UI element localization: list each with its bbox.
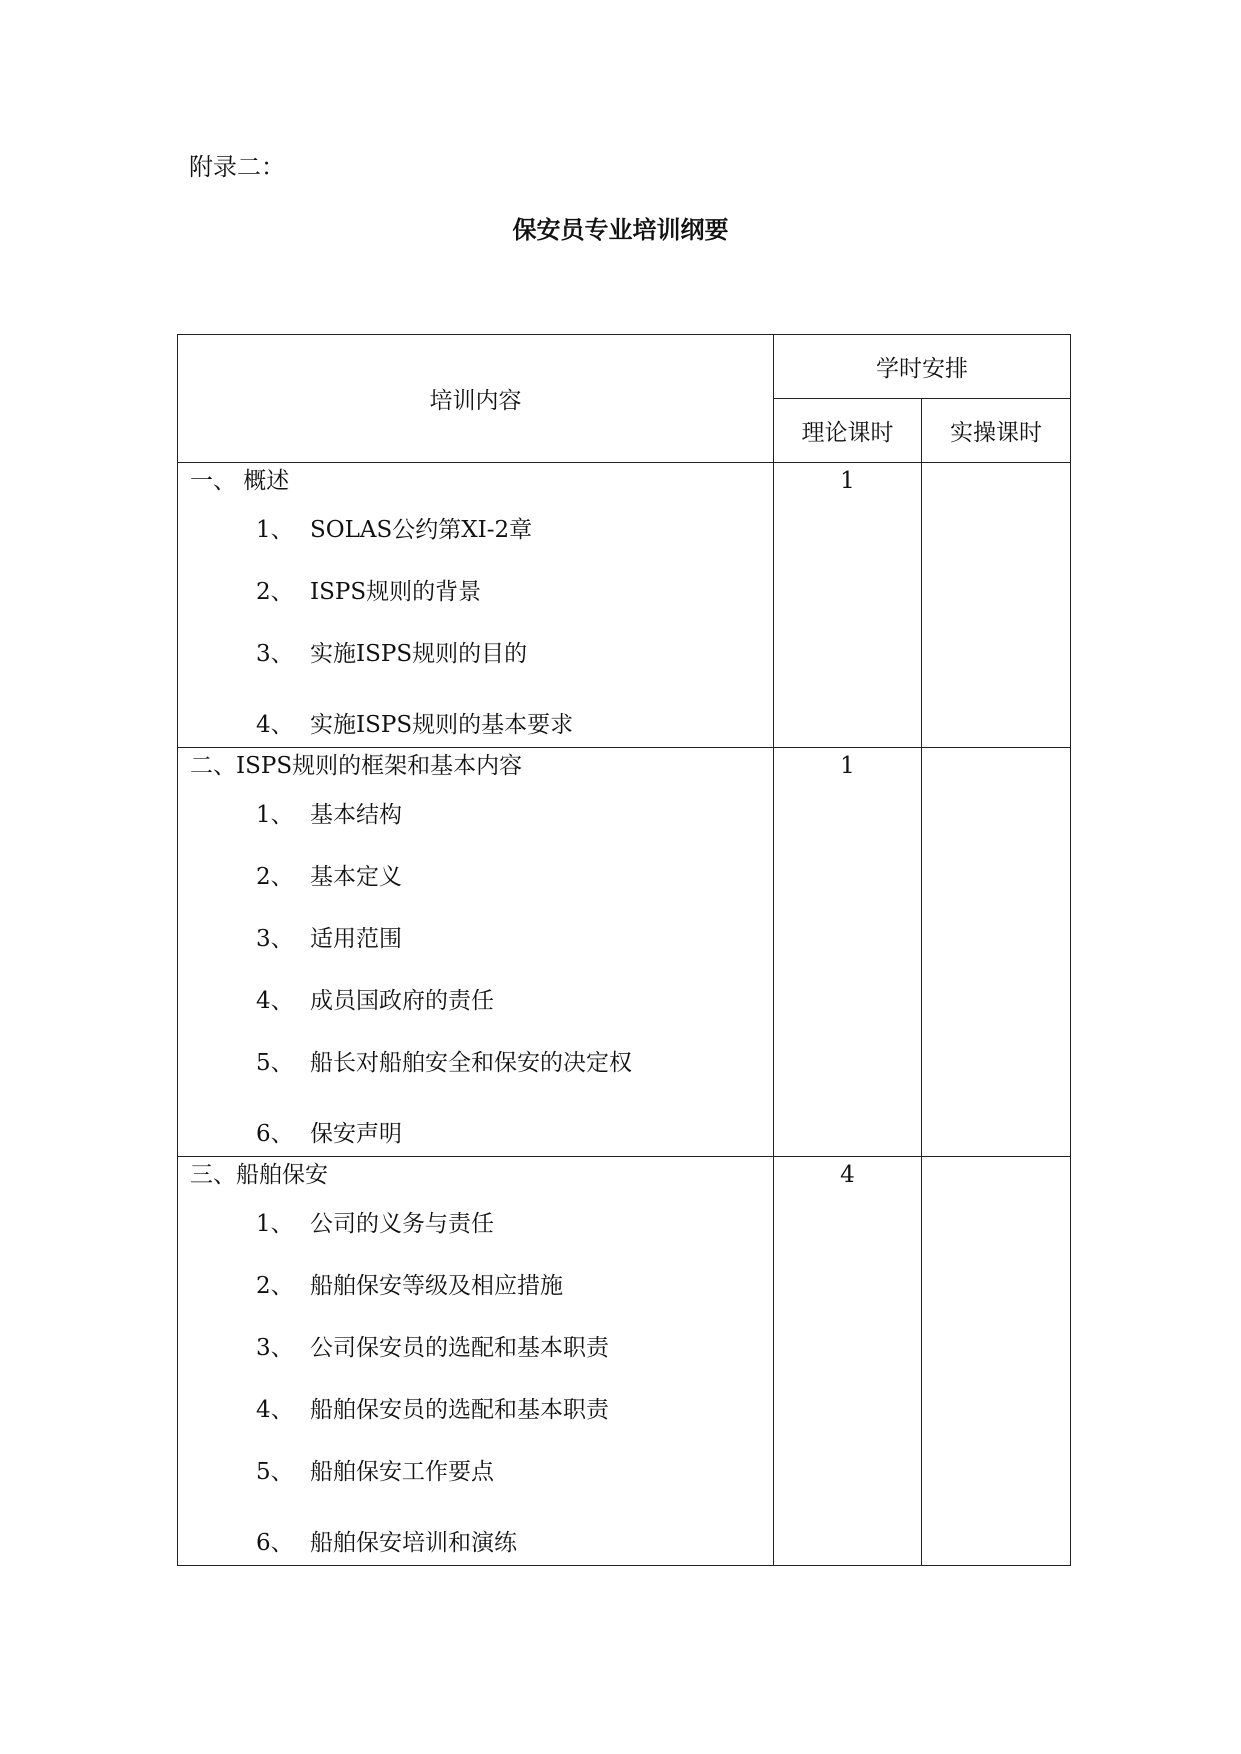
- practice-hours-cell: [922, 1157, 1071, 1566]
- list-item: [190, 499, 773, 561]
- section-title: 三、船舶保安: [190, 1162, 328, 1188]
- list-item: [190, 1193, 773, 1255]
- list-item: [190, 970, 773, 1032]
- item-text: 基本定义: [310, 864, 402, 890]
- item-text: 适用范围: [310, 926, 402, 952]
- practice-hours: [922, 1157, 1070, 1193]
- item-number: 3、: [256, 1335, 294, 1361]
- item-text: ISPS规则的背景: [310, 579, 482, 605]
- item-number: 4、: [256, 988, 294, 1014]
- syllabus-table: [177, 334, 1071, 1566]
- theory-hours-cell: [774, 463, 922, 748]
- document-title: 保安员专业培训纲要: [512, 215, 729, 244]
- practice-hours-cell: [922, 463, 1071, 748]
- item-text: 实施ISPS规则的目的: [310, 641, 528, 667]
- item-number: 2、: [256, 579, 294, 605]
- item-text: 公司的义务与责任: [310, 1211, 494, 1237]
- list-item: [190, 1032, 773, 1094]
- theory-hours-cell: [774, 1157, 922, 1566]
- header-practice: 实操课时: [922, 399, 1071, 463]
- item-text: 成员国政府的责任: [310, 988, 494, 1014]
- table-header-row: [178, 335, 1071, 399]
- item-text: SOLAS公约第XI-2章: [310, 517, 533, 543]
- theory-hours: 1: [840, 753, 855, 779]
- item-text: 船舶保安等级及相应措施: [310, 1273, 563, 1299]
- item-number: 5、: [256, 1459, 294, 1485]
- list-item: [190, 1255, 773, 1317]
- list-item: [190, 1094, 773, 1156]
- list-item: [190, 1379, 773, 1441]
- header-theory: 理论课时: [774, 399, 922, 463]
- list-item: [190, 1503, 773, 1565]
- item-number: 3、: [256, 641, 294, 667]
- item-number: 5、: [256, 1050, 294, 1076]
- list-item: [190, 908, 773, 970]
- item-number: 1、: [256, 802, 294, 828]
- item-text: 实施ISPS规则的基本要求: [310, 712, 574, 738]
- appendix-label: 附录二：: [189, 153, 285, 181]
- list-item: [190, 1441, 773, 1503]
- section-title: 二、ISPS规则的框架和基本内容: [190, 753, 523, 779]
- item-number: 4、: [256, 1397, 294, 1423]
- item-number: 2、: [256, 1273, 294, 1299]
- section-title: 一、 概述: [190, 468, 290, 494]
- item-number: 4、: [256, 712, 294, 738]
- theory-hours-cell: [774, 748, 922, 1157]
- item-number: 6、: [256, 1121, 294, 1147]
- item-text: 公司保安员的选配和基本职责: [310, 1335, 609, 1361]
- item-text: 基本结构: [310, 802, 402, 828]
- header-schedule: 学时安排: [774, 335, 1071, 399]
- item-number: 3、: [256, 926, 294, 952]
- list-item: [190, 623, 773, 685]
- table-row: [178, 463, 1071, 748]
- list-item: [190, 784, 773, 846]
- item-text: 船舶保安员的选配和基本职责: [310, 1397, 609, 1423]
- item-number: 1、: [256, 517, 294, 543]
- list-item: [190, 561, 773, 623]
- item-text: 船长对船舶安全和保安的决定权: [310, 1050, 632, 1076]
- list-item: [190, 846, 773, 908]
- practice-hours: [922, 748, 1070, 784]
- section-content: [178, 748, 774, 1157]
- theory-hours: 1: [840, 468, 855, 494]
- list-item: [190, 1317, 773, 1379]
- item-text: 船舶保安工作要点: [310, 1459, 494, 1485]
- item-number: 2、: [256, 864, 294, 890]
- section-content: [178, 1157, 774, 1566]
- item-number: 6、: [256, 1530, 294, 1556]
- theory-hours: 4: [840, 1162, 855, 1188]
- item-text: 保安声明: [310, 1121, 402, 1147]
- practice-hours-cell: [922, 748, 1071, 1157]
- table-row: [178, 748, 1071, 1157]
- header-content: 培训内容: [178, 335, 774, 463]
- table-row: [178, 1157, 1071, 1566]
- practice-hours: [922, 463, 1070, 499]
- section-content: [178, 463, 774, 748]
- item-number: 1、: [256, 1211, 294, 1237]
- list-item: [190, 685, 773, 747]
- item-text: 船舶保安培训和演练: [310, 1530, 517, 1556]
